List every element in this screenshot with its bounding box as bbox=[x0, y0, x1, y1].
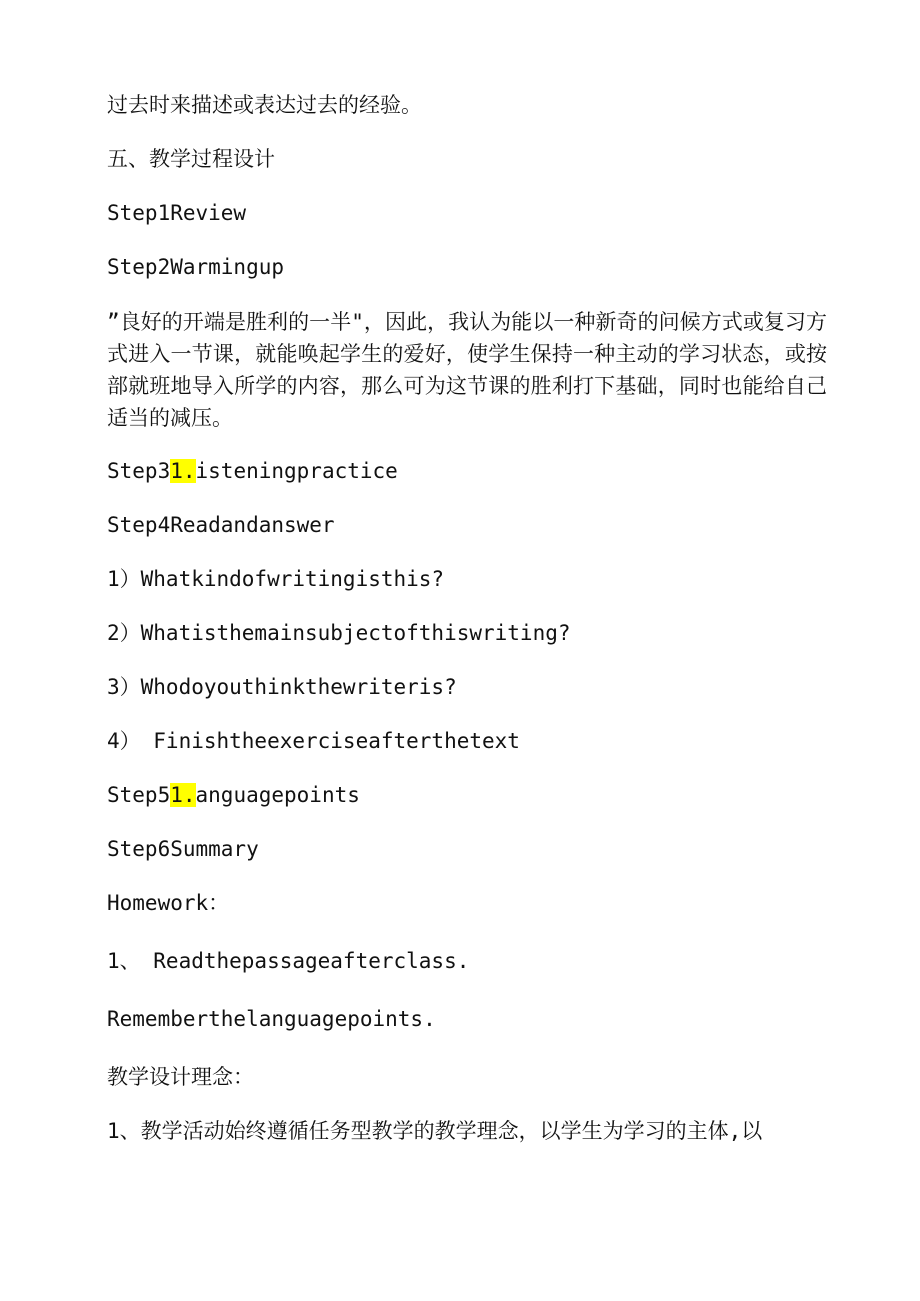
step-suffix: isteningpractice bbox=[195, 459, 398, 483]
step-line: Step6Summary bbox=[107, 837, 259, 861]
question-line: 2）Whatisthemainsubjectofthiswriting? bbox=[107, 621, 571, 645]
text-line: 过去时来描述或表达过去的经验。 bbox=[107, 93, 422, 117]
step-line bbox=[107, 460, 398, 482]
section-heading: 教学设计理念： bbox=[107, 1065, 254, 1089]
homework-heading: Homework： bbox=[107, 891, 230, 915]
section-heading: 五、教学过程设计 bbox=[107, 147, 275, 171]
highlighted-text: 1. bbox=[170, 459, 196, 483]
question-line: 3）Whodoyouthinkthewriteris? bbox=[107, 675, 457, 699]
homework-item: 1、 Readthepassageafterclass. bbox=[107, 949, 470, 973]
step-line: Step1Review bbox=[107, 201, 247, 225]
step-suffix: anguagepoints bbox=[195, 783, 360, 807]
question-line: 1）Whatkindofwritingisthis? bbox=[107, 567, 445, 591]
homework-item: Rememberthelanguagepoints. bbox=[107, 1007, 436, 1031]
question-line: 4） Finishtheexerciseafterthetext bbox=[107, 729, 520, 753]
text-line: 1、教学活动始终遵循任务型教学的教学理念，以学生为学习的主体,以 bbox=[107, 1119, 763, 1143]
step-line: Step4Readandanswer bbox=[107, 513, 335, 537]
step-prefix: Step3 bbox=[107, 459, 171, 483]
step-line bbox=[107, 784, 360, 806]
step-line: Step2Warmingup bbox=[107, 255, 285, 279]
step-prefix: Step5 bbox=[107, 783, 171, 807]
paragraph: ”良好的开端是胜利的一半"，因此，我认为能以一种新奇的问候方式或复习方式进入一节课，就能唤起学生的爱好，使学生保持一种主动的学习状态，或按部就班地导入所学的内容，那么可为这节课的胜利打下基础，同时也能给自己适当的减压。 bbox=[107, 310, 827, 430]
highlighted-text: 1. bbox=[170, 783, 196, 807]
